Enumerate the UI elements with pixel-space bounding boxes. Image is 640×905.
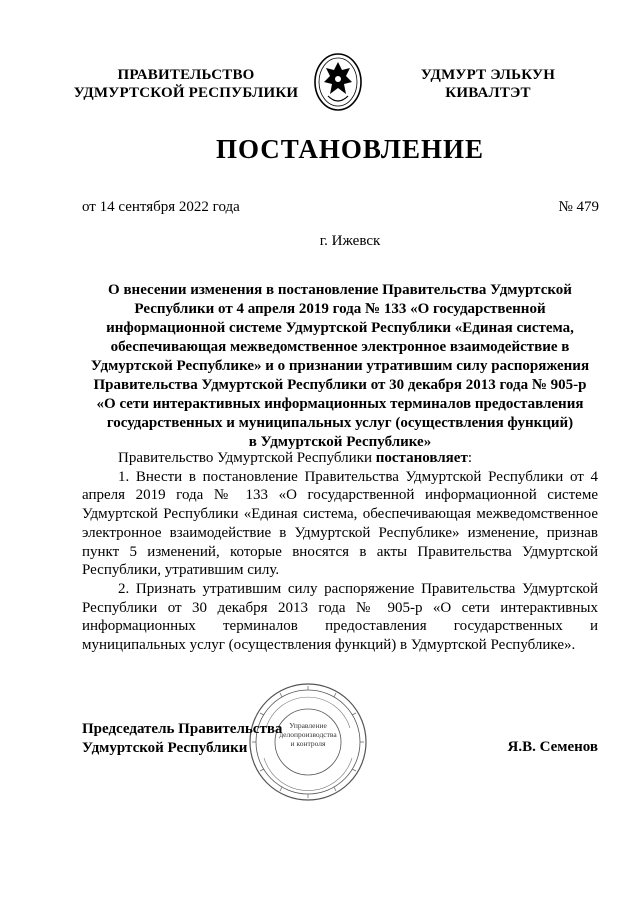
intro-text: Правительство Удмуртской Республики — [118, 450, 372, 466]
header-right-line1: УДМУРТ ЭЛЬКУН — [420, 67, 556, 83]
stamp-line3: и контроля — [290, 739, 326, 748]
paragraph-2: 2. Признать утратившим силу распоряжение Правительства Удмуртской Республики от 30 декабря 2013 года № 905-р «О сети интерактивных информационных терминалов предоставления государственных и муниципальных услуг (осуществления функций) в Удмуртской Республике». — [82, 580, 598, 654]
intro-verb: постановляет — [375, 450, 468, 466]
header-left-authority — [70, 66, 302, 102]
header-right-line2: КИВАЛТЭТ — [445, 85, 531, 101]
header-left-line2: УДМУРТСКОЙ РЕСПУБЛИКИ — [73, 85, 299, 101]
paragraph-1: 1. Внести в постановление Правительства Удмуртской Республики от 4 апреля 2019 года № 133 «О государственной информационной системе Удмуртской Республики «Единая система, обеспечивающая межведомственное электронное взаимодействие в Удмуртской Республике» изменение, признав пункт 5 изменений, которые вносятся в акты Правительства Удмуртской Республики, утратившим силу. — [82, 468, 598, 579]
intro-colon: : — [467, 450, 472, 466]
signatory-position — [82, 720, 282, 758]
stamp-inner-text — [276, 721, 340, 748]
document-title — [80, 281, 600, 452]
title-line: Республики от 4 апреля 2019 года № 133 «О государственной — [134, 301, 546, 317]
title-line: Правительства Удмуртской Республики от 30 декабря 2013 года № 905-р — [93, 377, 587, 393]
title-line: «О сети интерактивных информационных терминалов предоставления — [96, 396, 584, 412]
title-line: в Удмуртской Республике» — [248, 434, 432, 450]
intro-paragraph — [82, 449, 598, 468]
header-left-line1: ПРАВИТЕЛЬСТВО — [117, 67, 255, 83]
title-line: О внесении изменения в постановление Правительства Удмуртской — [108, 282, 572, 298]
document-type-heading: ПОСТАНОВЛЕНИЕ — [215, 134, 485, 164]
document-city: г. Ижевск — [319, 233, 381, 249]
stamp-line1: Управление — [289, 721, 327, 730]
document-body — [82, 449, 598, 655]
stamp-line2: делопроизводства — [279, 730, 337, 739]
document-date: от 14 сентября 2022 года — [82, 199, 240, 215]
title-line: Удмуртской Республике» и о признании утратившим силу распоряжения — [90, 358, 590, 374]
title-line: информационной системе Удмуртской Республики «Единая система, — [106, 320, 574, 336]
signatory-position-line2: Удмуртской Республики — [82, 740, 248, 756]
coat-of-arms-icon — [312, 52, 364, 112]
signatory-position-line1: Председатель Правительства — [82, 721, 283, 737]
signatory-name: Я.В. Семенов — [507, 739, 598, 755]
title-line: обеспечивающая межведомственное электронное взаимодействие в — [110, 339, 570, 355]
header-right-authority — [398, 66, 578, 102]
document-number: № 479 — [558, 199, 599, 215]
title-line: государственных и муниципальных услуг (осуществления функций) — [106, 415, 574, 431]
